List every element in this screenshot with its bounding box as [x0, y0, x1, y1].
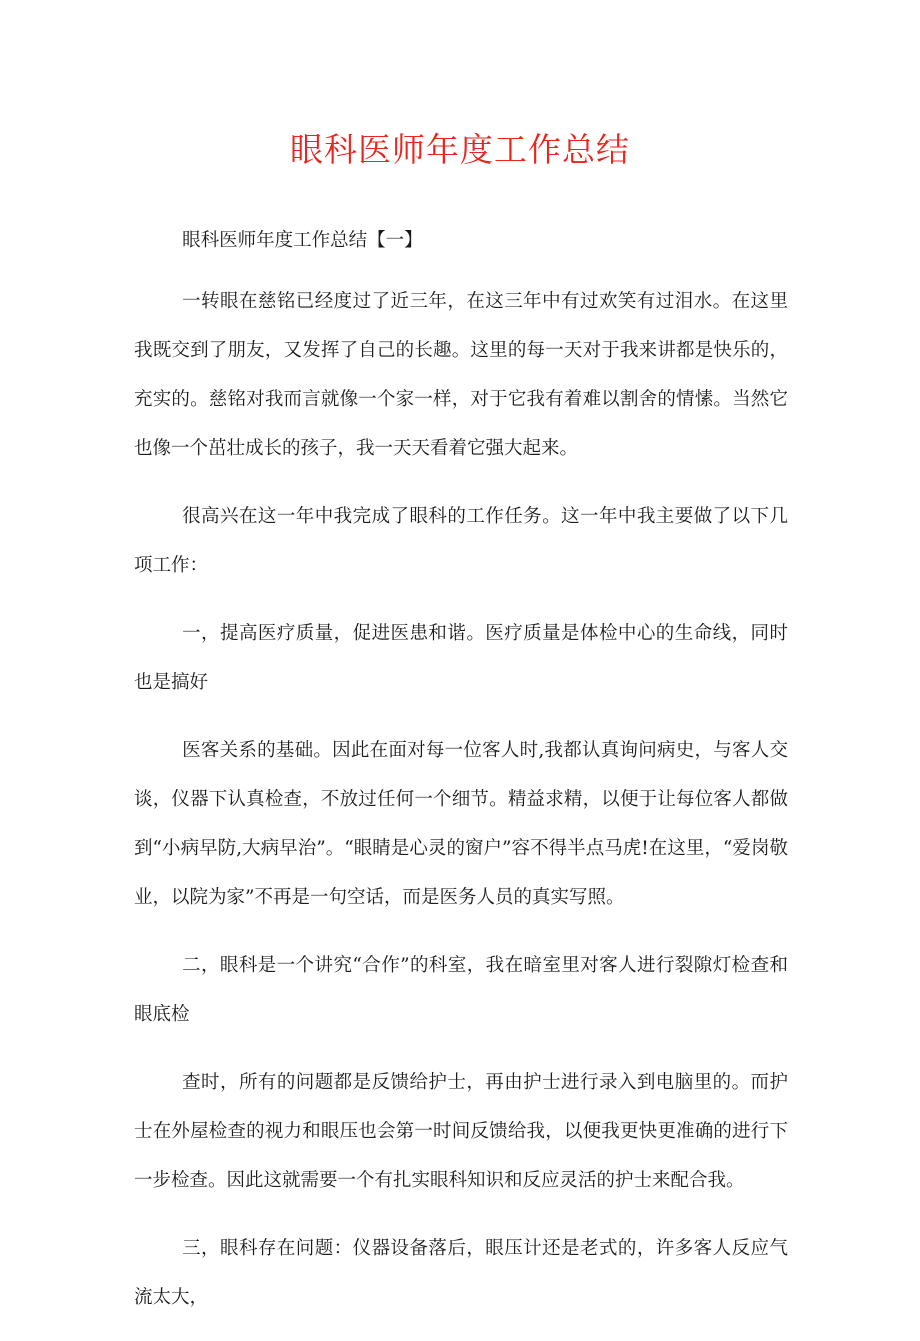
paragraph: 查时，所有的问题都是反馈给护士，再由护士进行录入到电脑里的。而护士在外屋检查的视力和眼压也会第一时间反馈给我，以便我更快更准确的进行下一步检查。因此这就需要一个有扎实眼科知识和反应灵活的护士来配合我。 [134, 1072, 788, 1191]
document-title: 眼科医师年度工作总结 [290, 130, 630, 169]
section-heading: 眼科医师年度工作总结【一】 [182, 230, 423, 251]
paragraph: 三，眼科存在问题：仪器设备落后，眼压计还是老式的，许多客人反应气流太大， [134, 1238, 788, 1308]
paragraph: 二，眼科是一个讲究“合作”的科室，我在暗室里对客人进行裂隙灯检查和眼底检 [134, 955, 788, 1025]
paragraph: 一，提高医疗质量，促进医患和谐。医疗质量是体检中心的生命线，同时也是搞好 [134, 623, 788, 693]
paragraph: 一转眼在慈铭已经度过了近三年，在这三年中有过欢笑有过泪水。在这里我既交到了朋友，又发挥了自己的长趣。这里的每一天对于我来讲都是快乐的，充实的。慈铭对我而言就像一个家一样，对于它我有着难以割舍的情愫。当然它也像一个茁壮成长的孩子，我一天天看着它强大起来。 [134, 291, 788, 459]
paragraph: 医客关系的基础。因此在面对每一位客人时,我都认真询问病史，与客人交谈，仪器下认真检查，不放过任何一个细节。精益求精，以便于让每位客人都做到“小病早防,大病早治”。“眼睛是心灵的窗户”容不得半点马虎!在这里，“爱岗敬业，以院为家”不再是一句空话，而是医务人员的真实写照。 [134, 740, 788, 908]
document-body [134, 226, 788, 1341]
paragraph: 很高兴在这一年中我完成了眼科的工作任务。这一年中我主要做了以下几项工作： [134, 506, 788, 576]
